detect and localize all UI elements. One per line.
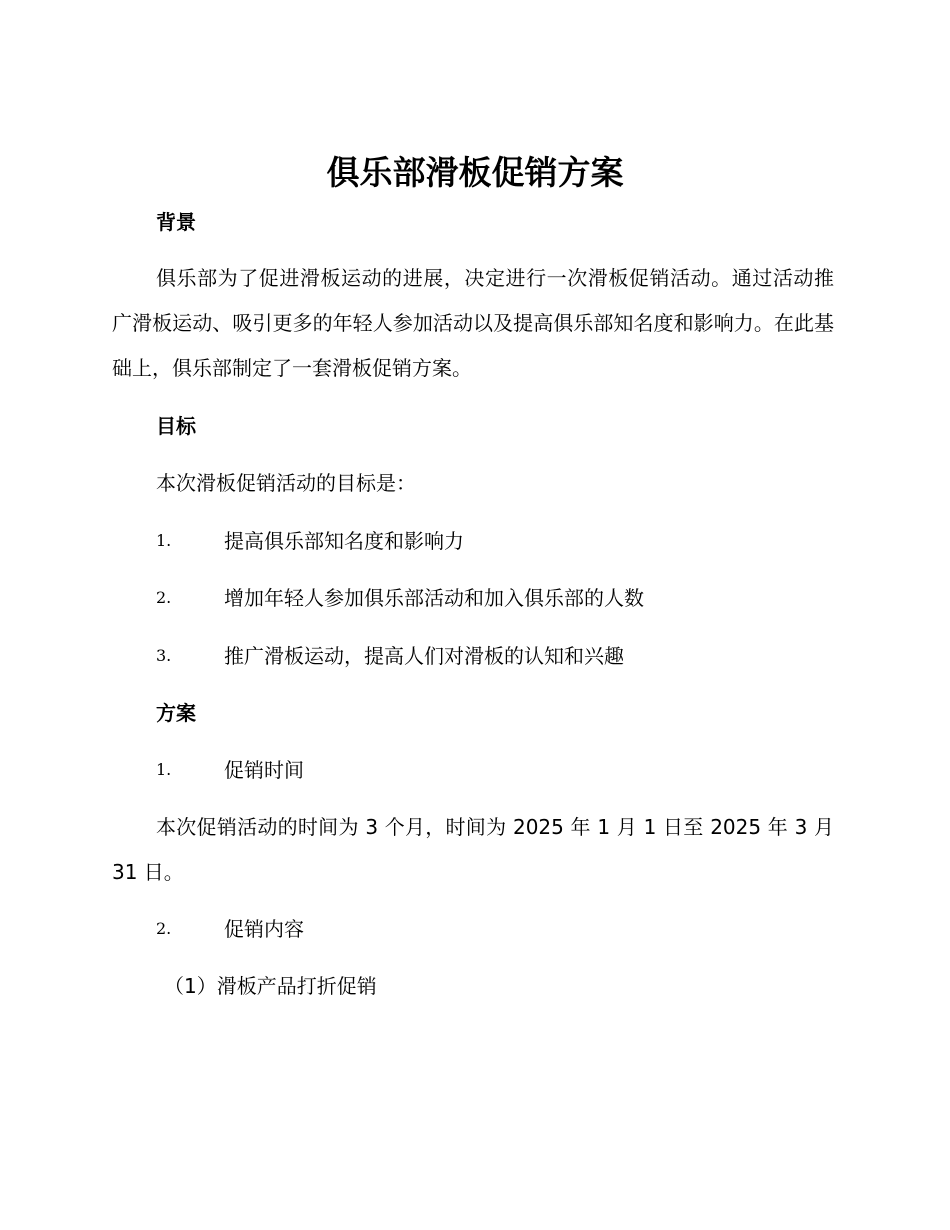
goal-item-2-text: 增加年轻人参加俱乐部活动和加入俱乐部的人数 <box>224 586 644 610</box>
goal-item-3-text: 推广滑板运动，提高人们对滑板的认知和兴趣 <box>224 644 624 668</box>
plan-item-1-text: 促销时间 <box>224 758 304 782</box>
document-title: 俱乐部滑板促销方案 <box>326 153 624 192</box>
plan-item-2-number: 2. <box>156 919 172 938</box>
goal-item-1-text: 提高俱乐部知名度和影响力 <box>224 529 464 553</box>
heading-background: 背景 <box>156 210 196 234</box>
goals-intro: 本次滑板促销活动的目标是： <box>156 471 416 495</box>
heading-goals: 目标 <box>156 414 196 438</box>
plan-sub-item-1: （1）滑板产品打折促销 <box>164 974 377 998</box>
heading-plan: 方案 <box>156 701 196 725</box>
goal-item-2-number: 2. <box>156 588 172 607</box>
plan-time-paragraph: 本次促销活动的时间为 3 个月，时间为 2025 年 1 月 1 日至 2025 年 3 月 31 日。 <box>112 815 834 884</box>
plan-item-2-text: 促销内容 <box>224 917 304 941</box>
background-paragraph: 俱乐部为了促进滑板运动的进展，决定进行一次滑板促销活动。通过活动推广滑板运动、吸引更多的年轻人参加活动以及提高俱乐部知名度和影响力。在此基础上，俱乐部制定了一套滑板促销方案。 <box>112 266 834 380</box>
plan-item-1-number: 1. <box>156 760 172 779</box>
goal-item-3-number: 3. <box>156 646 172 665</box>
goal-item-1-number: 1. <box>156 531 172 550</box>
